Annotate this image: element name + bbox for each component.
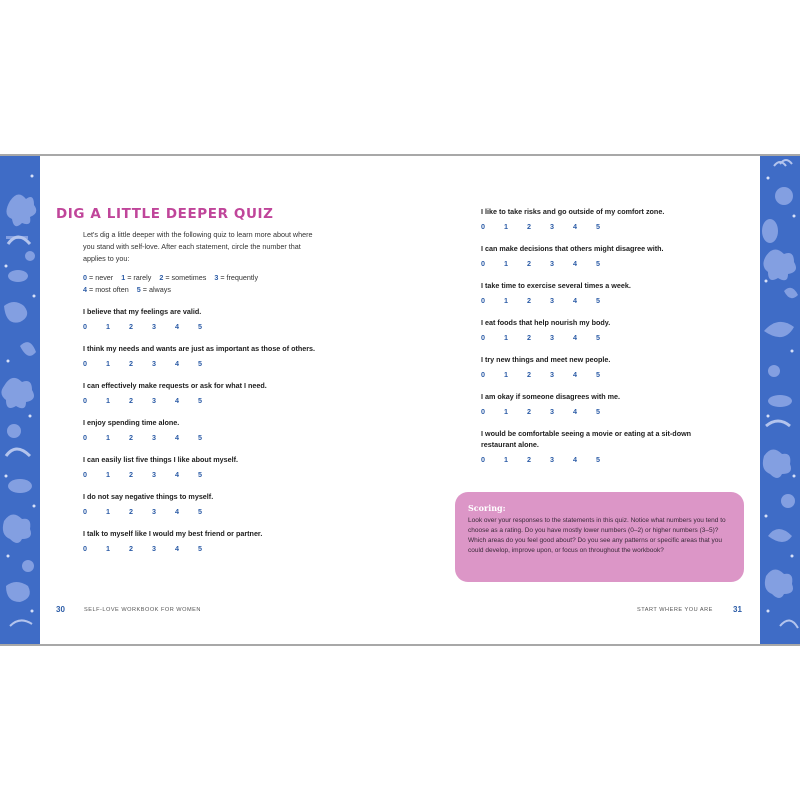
rating-option-4[interactable]: 4 — [175, 359, 179, 368]
quiz-statement: I can make decisions that others might disagree with. — [481, 244, 664, 253]
rating-option-3[interactable]: 3 — [152, 359, 156, 368]
rating-option-3[interactable]: 3 — [550, 222, 554, 231]
quiz-statement: I take time to exercise several times a week. — [481, 281, 631, 290]
rating-options — [481, 407, 751, 416]
rating-scale-legend — [83, 272, 323, 295]
rating-option-0[interactable]: 0 — [481, 222, 485, 231]
rating-option-0[interactable]: 0 — [83, 322, 87, 331]
rating-option-3[interactable]: 3 — [550, 296, 554, 305]
quiz-statement: I think my needs and wants are just as important as those of others. — [83, 344, 316, 353]
rating-option-4[interactable]: 4 — [175, 396, 179, 405]
rating-option-2[interactable]: 2 — [129, 433, 133, 442]
scale-num: 0 — [83, 273, 87, 282]
quiz-statement: I believe that my feelings are valid. — [83, 307, 202, 316]
quiz-item — [481, 206, 751, 231]
scoring-text: Look over your responses to the statements in this quiz. Notice what numbers you tend to choose as a rating. Do you have mostly lower numbers (0–2) or higher numbers (3–5)? Which areas do you feel good about? Do you see any patterns or specific areas that you could develop, improve upon, or focus on throughout the workbook? — [468, 517, 726, 554]
rating-option-2[interactable]: 2 — [527, 407, 531, 416]
rating-option-1[interactable]: 1 — [106, 507, 110, 516]
rating-option-3[interactable]: 3 — [152, 322, 156, 331]
rating-option-2[interactable]: 2 — [527, 370, 531, 379]
rating-option-3[interactable]: 3 — [550, 407, 554, 416]
rating-options — [83, 470, 353, 479]
quiz-title: DIG A LITTLE DEEPER QUIZ — [56, 206, 274, 222]
floral-pattern-icon — [0, 156, 40, 644]
quiz-item — [83, 528, 353, 553]
page-number: 31 — [733, 605, 742, 614]
rating-option-0[interactable]: 0 — [481, 455, 485, 464]
rating-option-0[interactable]: 0 — [481, 333, 485, 342]
rating-option-1[interactable]: 1 — [504, 333, 508, 342]
rating-option-4[interactable]: 4 — [175, 544, 179, 553]
rating-option-5[interactable]: 5 — [596, 296, 600, 305]
scale-label: = sometimes — [165, 273, 207, 282]
scale-num: 1 — [121, 273, 126, 282]
rating-option-0[interactable]: 0 — [481, 259, 485, 268]
rating-option-4[interactable]: 4 — [573, 455, 577, 464]
rating-option-1[interactable]: 1 — [504, 455, 508, 464]
scale-label: = frequently — [220, 273, 259, 282]
rating-option-1[interactable]: 1 — [504, 259, 508, 268]
rating-option-4[interactable]: 4 — [573, 296, 577, 305]
quiz-statement: I can effectively make requests or ask for what I need. — [83, 381, 267, 390]
rating-option-5[interactable]: 5 — [596, 407, 600, 416]
rating-options — [481, 259, 751, 268]
quiz-item — [481, 428, 721, 464]
quiz-item — [83, 343, 353, 368]
quiz-intro: Let's dig a little deeper with the following quiz to learn more about where you stand with self-love. After each statement, circle the number that applies to you: — [83, 230, 313, 263]
rating-option-5[interactable]: 5 — [198, 507, 202, 516]
rating-option-0[interactable]: 0 — [481, 370, 485, 379]
rating-option-4[interactable]: 4 — [175, 507, 179, 516]
rating-option-1[interactable]: 1 — [106, 359, 110, 368]
scale-num: 4 — [83, 284, 87, 294]
rating-option-2[interactable]: 2 — [129, 359, 133, 368]
quiz-statement: I would be comfortable seeing a movie or eating at a sit-down restaurant alone. — [481, 429, 692, 449]
rating-option-0[interactable]: 0 — [83, 359, 87, 368]
quiz-item — [481, 280, 751, 305]
rating-option-4[interactable]: 4 — [573, 407, 577, 416]
rating-option-3[interactable]: 3 — [152, 396, 156, 405]
rating-options — [83, 396, 353, 405]
scale-label: = rarely — [127, 273, 152, 282]
rating-option-2[interactable]: 2 — [527, 296, 531, 305]
rating-option-5[interactable]: 5 — [596, 455, 600, 464]
scale-label: = most often — [89, 284, 129, 294]
rating-option-3[interactable]: 3 — [152, 470, 156, 479]
rating-options — [83, 322, 353, 331]
rating-option-5[interactable]: 5 — [596, 370, 600, 379]
rating-options — [83, 359, 353, 368]
rating-option-1[interactable]: 1 — [106, 433, 110, 442]
rating-option-0[interactable]: 0 — [83, 544, 87, 553]
quiz-item — [481, 317, 751, 342]
rating-option-3[interactable]: 3 — [550, 259, 554, 268]
quiz-item — [481, 354, 751, 379]
quiz-item — [83, 491, 353, 516]
rating-option-1[interactable]: 1 — [106, 396, 110, 405]
quiz-statement: I enjoy spending time alone. — [83, 418, 180, 427]
quiz-statement: I can easily list five things I like about myself. — [83, 455, 238, 464]
rating-option-2[interactable]: 2 — [527, 333, 531, 342]
left-page — [40, 156, 400, 644]
rating-option-0[interactable]: 0 — [481, 407, 485, 416]
running-head: START WHERE YOU ARE — [637, 607, 713, 613]
scale-num: 5 — [136, 284, 141, 294]
rating-option-4[interactable]: 4 — [175, 470, 179, 479]
rating-option-0[interactable]: 0 — [481, 296, 485, 305]
rating-option-2[interactable]: 2 — [129, 396, 133, 405]
rating-option-4[interactable]: 4 — [573, 222, 577, 231]
quiz-statement: I talk to myself like I would my best friend or partner. — [83, 529, 263, 538]
rating-option-3[interactable]: 3 — [550, 333, 554, 342]
rating-options — [83, 507, 353, 516]
rating-option-3[interactable]: 3 — [152, 507, 156, 516]
quiz-statement: I eat foods that help nourish my body. — [481, 318, 611, 327]
rating-options — [481, 370, 751, 379]
decorative-pattern-right — [760, 156, 800, 644]
rating-option-3[interactable]: 3 — [550, 370, 554, 379]
rating-option-1[interactable]: 1 — [504, 296, 508, 305]
quiz-statement: I am okay if someone disagrees with me. — [481, 392, 621, 401]
rating-options — [83, 544, 353, 553]
scoring-heading: Scoring: — [468, 503, 506, 513]
rating-option-2[interactable]: 2 — [527, 455, 531, 464]
quiz-statement: I try new things and meet new people. — [481, 355, 611, 364]
quiz-item — [83, 380, 353, 405]
quiz-item — [83, 417, 353, 442]
scale-label: = never — [89, 273, 114, 282]
rating-option-5[interactable]: 5 — [198, 470, 202, 479]
quiz-item — [481, 243, 751, 268]
rating-option-0[interactable]: 0 — [83, 507, 87, 516]
rating-option-0[interactable]: 0 — [83, 470, 87, 479]
scoring-box — [455, 492, 744, 582]
rating-option-5[interactable]: 5 — [198, 322, 202, 331]
rating-options — [481, 296, 751, 305]
rating-options — [481, 455, 721, 464]
rating-option-2[interactable]: 2 — [129, 544, 133, 553]
rating-option-4[interactable]: 4 — [573, 370, 577, 379]
rating-option-2[interactable]: 2 — [527, 259, 531, 268]
rating-option-5[interactable]: 5 — [198, 359, 202, 368]
rating-option-1[interactable]: 1 — [504, 222, 508, 231]
rating-option-2[interactable]: 2 — [527, 222, 531, 231]
page-number: 30 — [56, 605, 65, 614]
rating-option-4[interactable]: 4 — [175, 433, 179, 442]
scale-label: = always — [142, 284, 171, 294]
scale-num: 2 — [159, 273, 164, 282]
quiz-item — [481, 391, 751, 416]
rating-option-5[interactable]: 5 — [596, 259, 600, 268]
rating-option-5[interactable]: 5 — [198, 544, 202, 553]
rating-option-5[interactable]: 5 — [596, 333, 600, 342]
rating-option-1[interactable]: 1 — [504, 370, 508, 379]
rating-option-0[interactable]: 0 — [83, 396, 87, 405]
rating-option-1[interactable]: 1 — [504, 407, 508, 416]
book-spread — [0, 154, 800, 646]
quiz-statement: I do not say negative things to myself. — [83, 492, 214, 501]
rating-options — [481, 333, 751, 342]
decorative-pattern-left — [0, 156, 40, 644]
rating-option-5[interactable]: 5 — [198, 433, 202, 442]
right-page — [400, 156, 760, 644]
rating-options — [83, 433, 353, 442]
rating-option-2[interactable]: 2 — [129, 322, 133, 331]
rating-option-3[interactable]: 3 — [152, 544, 156, 553]
floral-pattern-icon — [760, 156, 800, 644]
rating-option-1[interactable]: 1 — [106, 470, 110, 479]
scale-num: 3 — [214, 273, 219, 282]
rating-option-1[interactable]: 1 — [106, 544, 110, 553]
rating-option-5[interactable]: 5 — [596, 222, 600, 231]
rating-option-4[interactable]: 4 — [573, 333, 577, 342]
rating-option-0[interactable]: 0 — [83, 433, 87, 442]
rating-option-4[interactable]: 4 — [573, 259, 577, 268]
running-head: SELF-LOVE WORKBOOK FOR WOMEN — [84, 607, 201, 613]
quiz-item — [83, 454, 353, 479]
quiz-item — [83, 306, 353, 331]
quiz-statement: I like to take risks and go outside of my comfort zone. — [481, 207, 665, 216]
rating-option-4[interactable]: 4 — [175, 322, 179, 331]
rating-option-3[interactable]: 3 — [152, 433, 156, 442]
rating-option-5[interactable]: 5 — [198, 396, 202, 405]
rating-option-3[interactable]: 3 — [550, 455, 554, 464]
rating-option-1[interactable]: 1 — [106, 322, 110, 331]
rating-option-2[interactable]: 2 — [129, 470, 133, 479]
rating-option-2[interactable]: 2 — [129, 507, 133, 516]
rating-options — [481, 222, 751, 231]
